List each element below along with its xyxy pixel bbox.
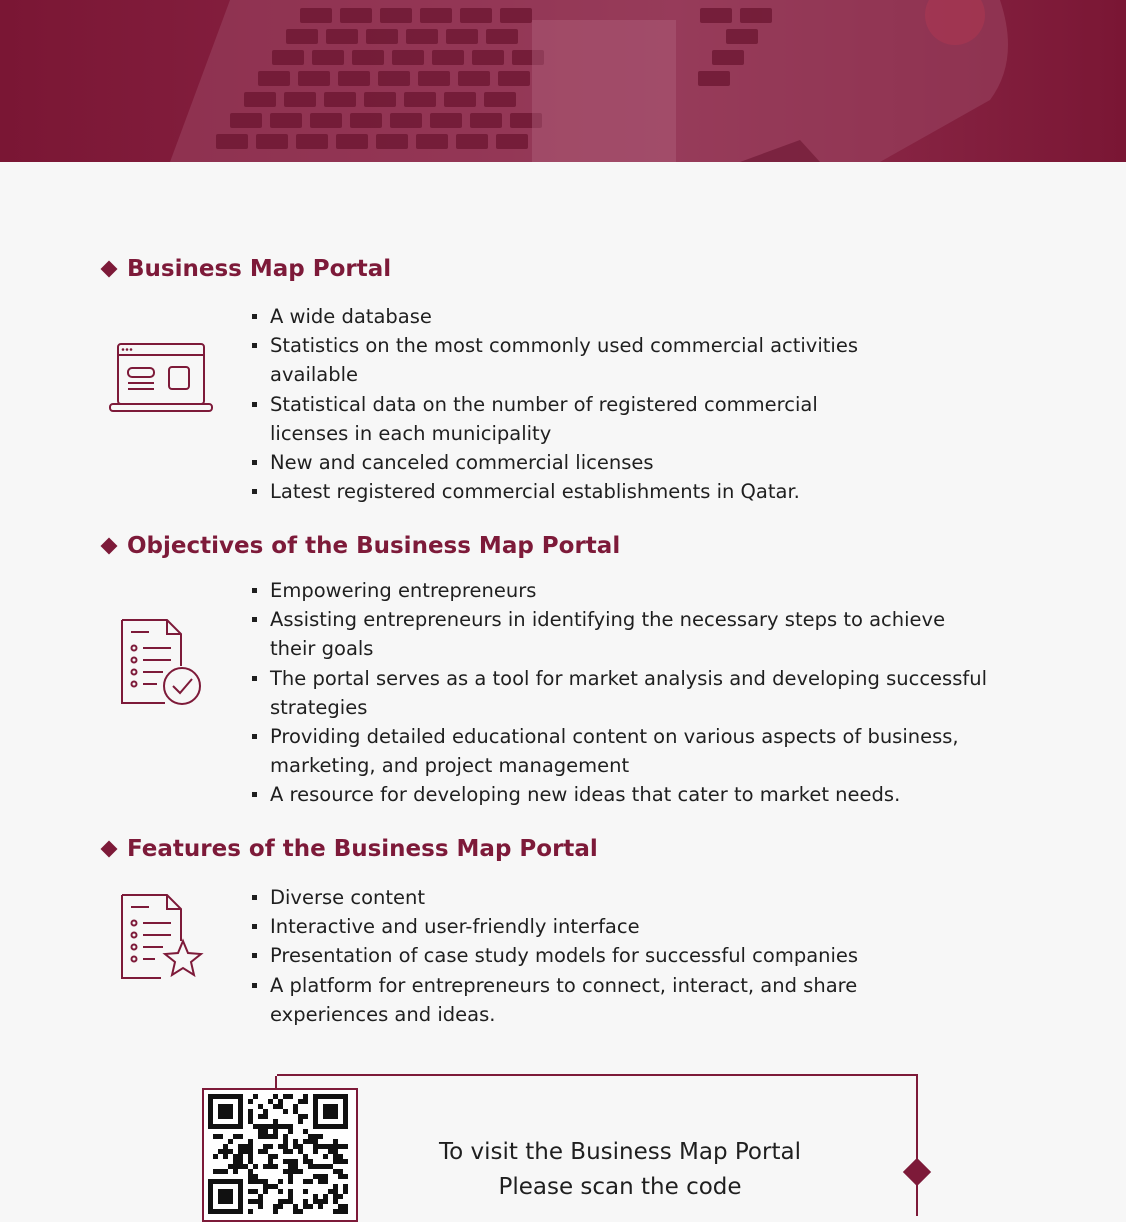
qr-caption-line2: Please scan the code [498,1174,742,1200]
browser-window-icon [105,342,215,414]
list-item: Interactive and user-friendly interface [252,912,972,941]
checklist-document-icon [105,618,205,708]
list-item: Latest registered commercial establishments in Qatar. [252,477,892,506]
list-item: Providing detailed educational content on various aspects of business, marketing, and project management [252,722,992,780]
qr-caption [400,1135,840,1205]
hero-banner [0,0,1126,162]
list-item: Statistical data on the number of registered commercial licenses in each municipality [252,390,892,448]
list-item: A wide database [252,302,892,331]
qr-code-icon [204,1090,352,1216]
section-objectives [0,533,1126,807]
list-item: New and canceled commercial licenses [252,448,892,477]
bullet-list [252,576,992,810]
list-item: Presentation of case study models for successful companies [252,941,972,970]
diamond-bullet-icon [101,261,118,278]
document-star-icon [105,893,205,983]
section-title: Business Map Portal [103,256,391,282]
qr-caption-line1: To visit the Business Map Portal [439,1139,801,1165]
section-business-map-portal [0,256,1126,504]
bullet-list [252,883,972,1029]
list-item: A resource for developing new ideas that cater to market needs. [252,780,992,809]
list-item: A platform for entrepreneurs to connect, interact, and share experiences and ideas. [252,971,972,1029]
bullet-list [252,302,892,506]
section-title: Objectives of the Business Map Portal [103,533,620,559]
diamond-bullet-icon [101,538,118,555]
section-title: Features of the Business Map Portal [103,836,598,862]
diamond-bullet-icon [101,841,118,858]
qr-code[interactable] [202,1088,358,1222]
laptop-keyboard-image [0,0,1126,162]
list-item: Statistics on the most commonly used commercial activities available [252,331,892,389]
section-features [0,836,1126,1036]
list-item: The portal serves as a tool for market analysis and developing successful strategies [252,664,992,722]
list-item: Empowering entrepreneurs [252,576,992,605]
list-item: Assisting entrepreneurs in identifying the necessary steps to achieve their goals [252,605,992,663]
list-item: Diverse content [252,883,972,912]
